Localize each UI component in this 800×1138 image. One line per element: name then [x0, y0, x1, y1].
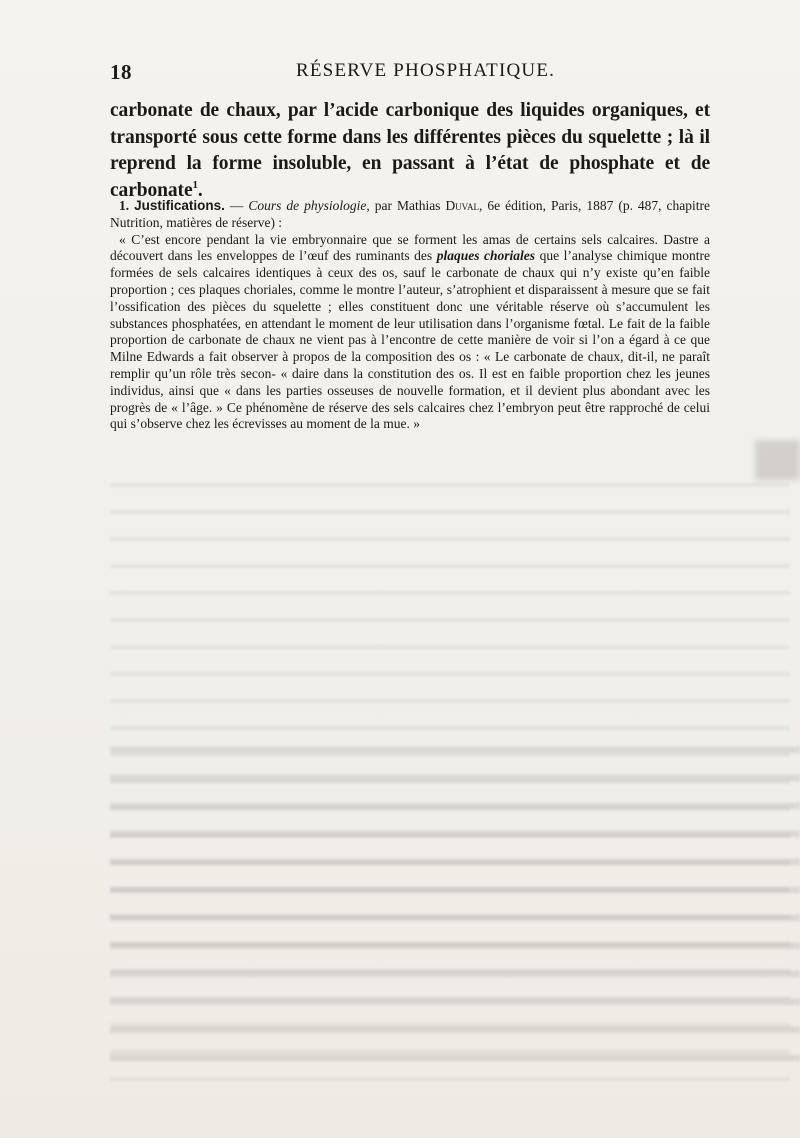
footnote-dash: —: [224, 198, 249, 213]
bleed-through-text-lower: [110, 730, 800, 1070]
footnote-citation-a: , par Mathias: [366, 198, 446, 213]
running-head: RÉSERVE PHOSPHATIQUE.: [296, 60, 556, 81]
footnote-quote-emphasis: plaques choriales: [436, 248, 536, 264]
main-paragraph-text: carbonate de chaux, par l’acide carbonique des liquides organiques, et transporté sous cette forme dans les différentes pièces du squelette ; là il reprend la forme insoluble, en passant à l’état de phosphate et de carbonate: [110, 100, 710, 201]
footnote-citation-b: , 6e édition, Paris, 1887 (p. 487, chapitre Nutrition, matières de réserve) :: [110, 198, 711, 230]
footnote-work-title: Cours de physiologie: [248, 198, 367, 213]
footnote-quote-part1: « C’est encore pendant la vie embryonnaire que se forment les amas de certains sels calcaires. Dastre a découvert dans les enveloppes de l’œuf des ruminants des: [110, 231, 710, 264]
footnote-reference: 1: [192, 178, 198, 191]
main-paragraph-end: .: [197, 179, 203, 201]
footnote-title: Justifications.: [134, 198, 225, 213]
page-number: 18: [110, 60, 132, 84]
page-header: [110, 60, 710, 86]
footnote-number: 1.: [119, 198, 130, 213]
bleed-through-margin-mark: [755, 440, 800, 480]
footnote: [110, 198, 710, 433]
footnote-citation: [110, 198, 710, 232]
footnote-quote-part2: que l’analyse chimique montre formées de sels calcaires identiques à ceux des os, sauf le carbonate de chaux qui n’y existe qu’en faible proportion ; ces plaques choriales, comme le montre l’auteur, s’atrophient et disparaissent à mesure que se fait l’ossification des pièces du squelette ; elles constituent donc une véritable réserve où s’accumulent les substances phosphatées, en attendant le moment de leur utilisation dans l’organisme fœtal. Le fait de la faible proportion de carbonate de chaux ne vient pas à l’encontre de cette manière de voir si l’on a égard à ce que Milne Edwards a fait observer à propos de la composition des os : « Le carbonate de chaux, dit-il, ne paraît remplir qu’un rôle très secon- « daire dans la constitution des os. Il est en faible proportion chez les jeunes individus, ainsi que « dans les parties osseuses de nouvelle formation, et il devient plus abondant avec les progrès de « l’âge. » Ce phénomène de réserve des sels calcaires chez l’embryon peut être rapproché de celui qui s’observe chez les écrevisses au moment de la mue. »: [110, 248, 710, 432]
main-paragraph: [110, 98, 710, 204]
footnote-author: Duval: [445, 198, 480, 213]
footnote-quote: [110, 232, 710, 434]
